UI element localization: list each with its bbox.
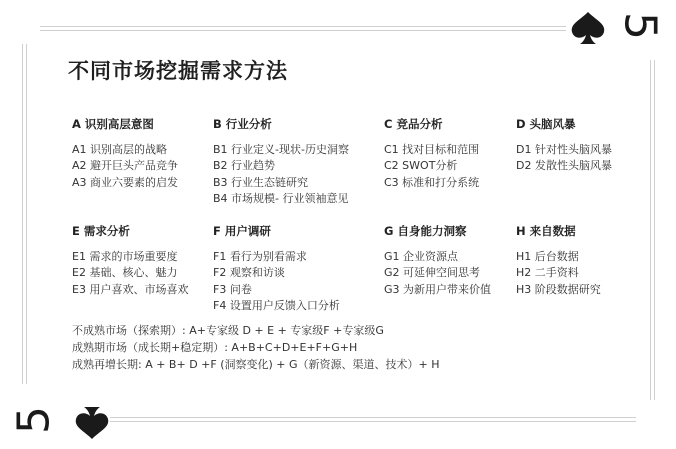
list-item: D1 针对性头脑风暴 (516, 142, 612, 156)
list-item: F4 设置用户反馈入口分析 (213, 299, 340, 313)
section-e (72, 223, 188, 298)
formula-block (72, 322, 440, 373)
section-f-heading: F 用户调研 (213, 224, 271, 238)
frame-right-line (650, 60, 651, 400)
card-rank-top (614, 4, 666, 48)
list-item: B3 行业生态链研究 (213, 175, 309, 189)
section-g (384, 223, 491, 298)
frame-top-line-inner (40, 30, 566, 31)
section-a (72, 116, 178, 191)
list-item: B4 市场规模- 行业领袖意见 (213, 192, 349, 206)
card-rank-top-text: 5 (614, 12, 666, 40)
section-d-heading: D 头脑风暴 (516, 117, 576, 131)
section-g-heading: G 自身能力洞察 (384, 224, 467, 238)
page-title: 不同市场挖掘需求方法 (68, 59, 288, 83)
section-a-heading: A 识别高层意图 (72, 117, 154, 131)
formula-line: 不成熟市场（探索期）: A+专家级 D + E + 专家级F +专家级G (72, 324, 384, 337)
frame-bottom-line-inner (110, 421, 636, 422)
list-item: G1 企业资源点 (384, 249, 459, 263)
frame-bottom-line (110, 417, 636, 418)
list-item: E2 基础、核心、魅力 (72, 266, 178, 280)
section-f (213, 223, 340, 315)
list-item: G3 为新用户带来价值 (384, 282, 492, 296)
formula-line: 成熟再增长期: A + B+ D +F (洞察变化) + G（新资源、渠道、技术）+ H (72, 358, 440, 371)
list-item: B2 行业趋势 (213, 159, 276, 173)
list-item: E1 需求的市场重要度 (72, 249, 178, 263)
list-item: F2 观察和访谈 (213, 266, 285, 280)
list-item: G2 可延伸空间思考 (384, 266, 481, 280)
list-item: D2 发散性头脑风暴 (516, 159, 612, 173)
list-item: A1 识别高层的战略 (72, 142, 168, 156)
frame-top-line (40, 26, 566, 27)
section-c (384, 116, 479, 191)
list-item: F1 看行为别看需求 (213, 249, 307, 263)
section-h (516, 223, 601, 298)
section-c-heading: C 竞品分析 (384, 117, 443, 131)
list-item: A3 商业六要素的启发 (72, 175, 179, 189)
frame-left-line (22, 44, 23, 384)
list-item: H3 阶段数据研究 (516, 282, 601, 296)
list-item: H1 后台数据 (516, 249, 579, 263)
spade-icon-bottom (72, 405, 112, 441)
formula-line: 成熟期市场（成长期+稳定期）: A+B+C+D+E+F+G+H (72, 341, 358, 354)
list-item: C1 找对目标和范围 (384, 142, 480, 156)
list-item: C2 SWOT分析 (384, 159, 458, 173)
list-item: H2 二手资料 (516, 266, 579, 280)
section-e-heading: E 需求分析 (72, 224, 130, 238)
card-rank-bottom (8, 398, 60, 442)
list-item: E3 用户喜欢、市场喜欢 (72, 282, 189, 296)
list-item: A2 避开巨头产品竞争 (72, 159, 179, 173)
list-item: B1 行业定义-现状-历史洞察 (213, 142, 349, 156)
list-item: C3 标准和打分系统 (384, 175, 480, 189)
spade-icon (568, 10, 608, 46)
frame-left-line-inner (26, 44, 27, 384)
list-item: F3 问卷 (213, 282, 252, 296)
frame-right-line-inner (654, 60, 655, 400)
section-h-heading: H 来自数据 (516, 224, 576, 238)
section-d (516, 116, 612, 175)
card-rank-bottom-text: 5 (8, 406, 60, 434)
section-b (213, 116, 349, 208)
section-b-heading: B 行业分析 (213, 117, 272, 131)
